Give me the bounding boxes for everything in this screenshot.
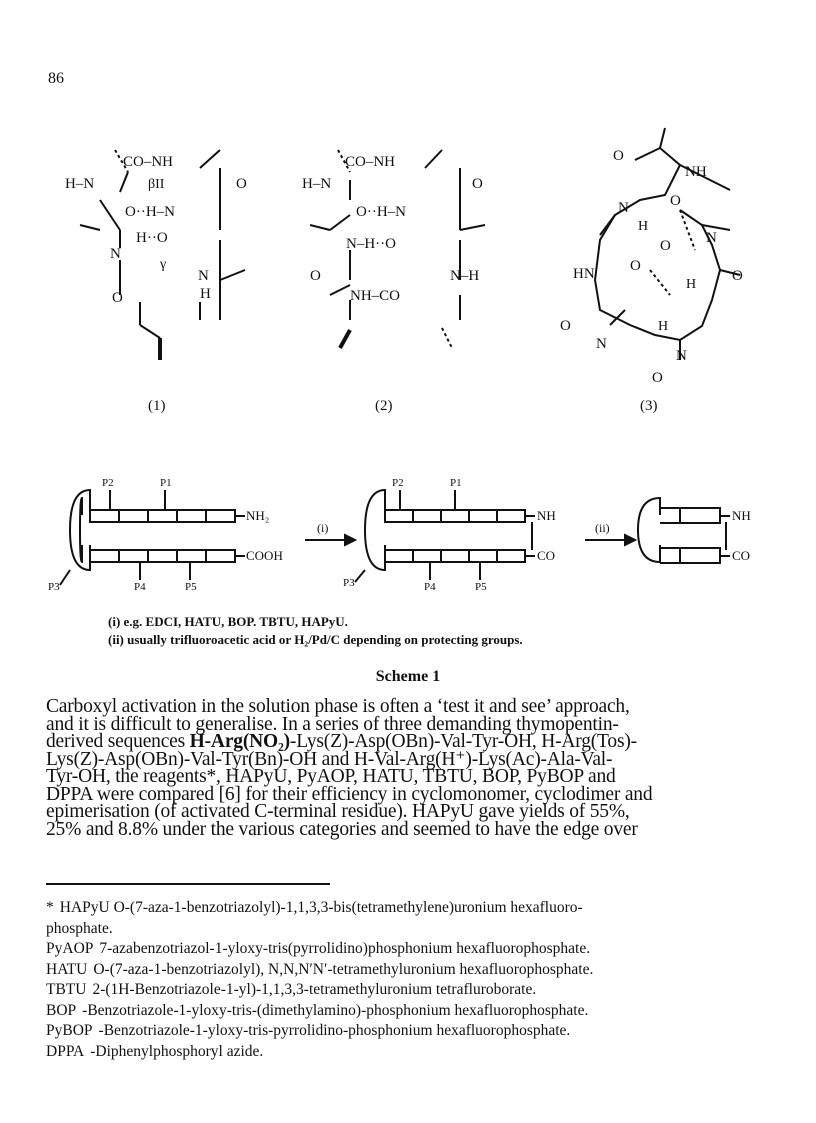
s1-gamma-turn: γ [160,257,167,272]
c1-p3: P3 [48,581,60,593]
footnote-abbr: HATU [46,960,88,978]
body-text-segment: -Lys(Z)-Asp(OBn)-Val-Tyr-OH, H-Arg(Tos)- [289,731,637,752]
c3-nh: NH [732,508,751,523]
body-line [46,733,772,751]
s1-hn: H–N [65,176,95,192]
footnote-text: O-(7-aza-1-benzotriazolyl), N,N,N′N′-tetramethyluronium hexafluorophosphate. [93,960,594,978]
footnote-text: -Diphenylphosphoryl azide. [90,1042,264,1060]
c2-p1: P1 [450,477,462,489]
s1-co-nh: CO–NH [123,154,174,170]
c3-co: CO [732,548,751,563]
c1-nh2: NH₂ [246,508,270,523]
s1-n2: N [198,268,209,284]
footnote-abbr: BOP [46,1001,77,1019]
c1-p4: P4 [134,581,146,593]
body-line: Lys(Z)-Asp(OBn)-Val-Tyr(Bn)-OH and H-Val-Arg(H⁺)-Lys(Ac)-Ala-Val- [46,748,613,770]
c1-cooh: COOH [246,548,283,563]
s2-nh-co: NH–CO [350,288,401,304]
s2-hbond-mid: N–H··O [346,236,396,252]
s3-h1: H [638,219,649,234]
c2-p3: P3 [343,577,355,589]
footnote-text: 7-azabenzotriazol-1-yloxy-tris(pyrrolidino)phosphonium hexafluorophosphate. [99,940,591,957]
footnote-text: -Benzotriazole-1-yloxy-tris-(dimethylamino)-phosphonium hexafluorophosphate. [82,1001,589,1019]
body-line: DPPA were compared [6] for their efficiency in cyclomonomer, cyclodimer and [46,783,653,805]
c1-p2: P2 [102,477,114,489]
footnote-abbr: PyAOP [46,940,94,957]
s1-hbond-top: O··H–N [125,204,175,220]
s1-n: N [110,246,121,262]
s3-n4: N [676,348,687,364]
body-line: Tyr-OH, the reagents*, HAPyU, PyAOP, HATU, TBTU, BOP, PyBOP and [46,766,616,787]
s3-o4: O [630,258,641,274]
note-step-ii: (ii) usually trifluoroacetic acid or H₂/Pd/C depending on protecting groups. [108,632,523,647]
page-number: 86 [48,70,64,87]
c2-nh: NH [537,508,556,523]
s3-o3: O [660,238,671,254]
footnote [46,939,776,960]
s2-o: O [472,176,483,192]
body-line: epimerisation (of activated C-terminal residue). HAPyU gave yields of 55%, [46,801,630,822]
s1-hbond-mid: H··O [136,230,168,246]
s2-hn: H–N [302,176,332,192]
footnote [46,898,776,919]
footnote [46,1042,776,1063]
footnote-abbr: TBTU [46,981,87,998]
body-line: Carboxyl activation in the solution phase is often a ‘test it and see’ approach, [46,696,630,717]
footnote [46,919,776,940]
body-paragraph [46,698,772,838]
s3-o6: O [560,318,571,334]
s2-hbond-top: O··H–N [356,204,406,220]
s3-n3: N [596,336,607,352]
struct1-label: (1) [148,398,166,414]
s3-h2: H [686,277,697,292]
body-line: 25% and 8.8% under the various categories and seemed to have the edge over [46,818,638,840]
c2-p5: P5 [475,581,487,593]
struct3-label: (3) [640,398,658,414]
note-step-i: (i) e.g. EDCI, HATU, BOP. TBTU, HAPyU. [108,614,348,629]
footnote [46,960,776,981]
c2-co: CO [537,548,556,563]
struct2-label: (2) [375,398,393,414]
s1-o-bottom: O [112,290,123,306]
s3-n2: N [706,230,717,246]
footnote-text: -Benzotriazole-1-yloxy-tris-pyrrolidino-phosphonium hexafluorophosphate. [98,1022,571,1039]
footnote-abbr: DPPA [46,1042,85,1060]
footnote-text: phosphate. [46,919,113,937]
c2-p2: P2 [392,477,404,489]
s1-h: H [200,286,211,302]
s3-hn: HN [573,266,595,282]
s3-n1: N [618,200,629,216]
c2-p4: P4 [424,581,436,593]
step-ii-label: (ii) [595,521,610,535]
s2-o2: O [310,268,321,284]
scheme-caption: Scheme 1 [375,668,441,685]
c1-p5: P5 [185,581,197,593]
footnote-text: HAPyU O-(7-aza-1-benzotriazolyl)-1,1,3,3-bis(tetramethylene)uronium hexafluoro- [59,899,583,916]
step-i-label: (i) [317,521,329,535]
s2-co-nh: CO–NH [345,154,396,170]
scheme-figure [40,120,780,680]
highlighted-sequence: H-Arg(NO₂) [189,731,290,752]
s3-nh: NH [685,164,707,180]
footnote [46,1001,776,1022]
body-line: and it is difficult to generalise. In a series of three demanding thymopentin- [46,713,619,735]
scheme-drawing [40,120,780,660]
s1-beta-turn: βII [148,177,165,192]
footnotes [46,898,776,1062]
s3-o5: O [732,268,743,284]
s1-o-top: O [236,176,247,192]
footnote [46,980,776,1001]
footnote-abbr: PyBOP [46,1022,93,1039]
body-text-segment: derived sequences [46,731,190,752]
c1-p1: P1 [160,477,172,489]
s2-nh: N–H [450,268,480,284]
s3-o7: O [652,370,663,386]
s3-h3: H [658,319,669,334]
footnote-text: 2-(1H-Benzotriazole-1-yl)-1,1,3,3-tetramethyluronium tetrafluroborate. [92,981,537,998]
s3-o1: O [613,148,624,164]
footnote-rule [46,883,330,885]
footnote [46,1021,776,1042]
s3-o2: O [670,193,681,209]
footnote-abbr: * [46,899,54,916]
